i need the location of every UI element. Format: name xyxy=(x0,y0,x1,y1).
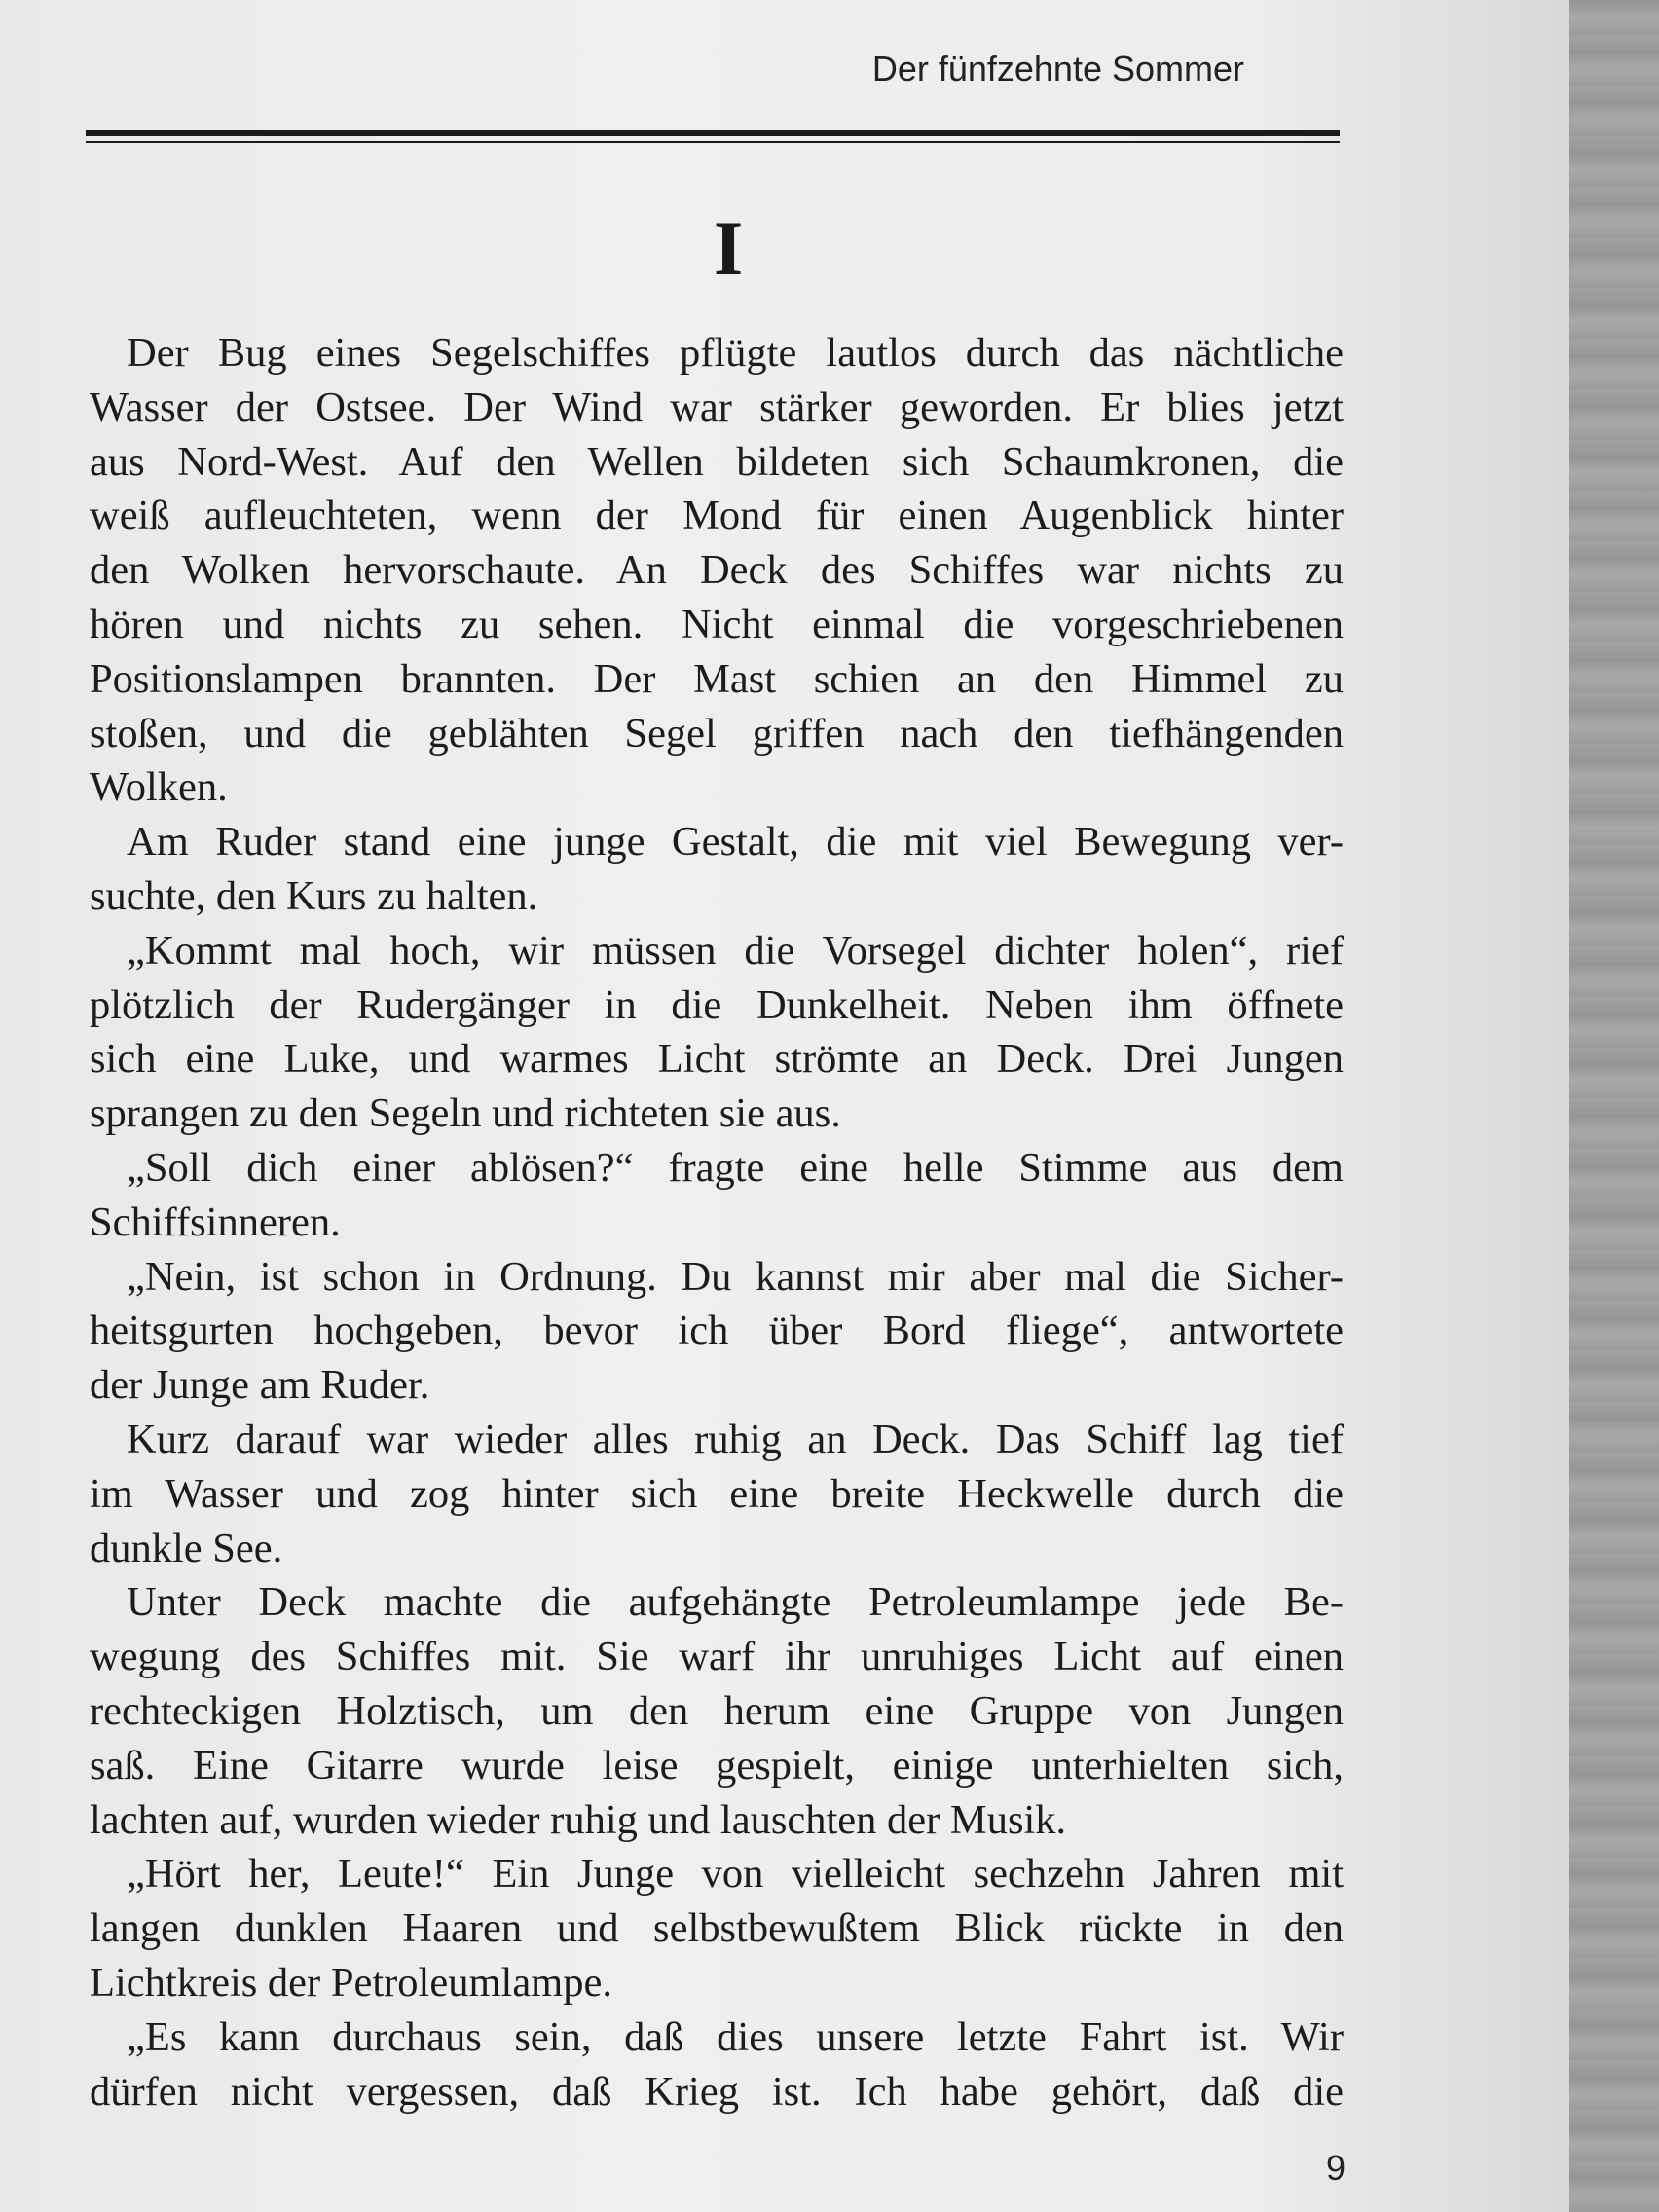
text-line: „Hört her, Leute!“ Ein Junge von vielleicht sechzehn Jahren mit xyxy=(127,1851,1344,1898)
text-line: stoßen, und die geblähten Segel griffen nach den tiefhängenden xyxy=(90,710,1344,756)
text-line: den Wolken hervorschaute. An Deck des Schiffes war nichts zu xyxy=(90,547,1344,594)
text-line: Positionslampen brannten. Der Mast schien an den Himmel zu xyxy=(90,655,1344,702)
adjacent-page-edge xyxy=(1569,0,1659,2212)
text-line: Kurz darauf war wieder alles ruhig an Deck. Das Schiff lag tief xyxy=(127,1416,1344,1462)
text-line: Wolken. xyxy=(90,764,228,811)
text-line: dunkle See. xyxy=(90,1525,283,1571)
header-rule-thin xyxy=(86,141,1340,143)
text-line: Wasser der Ostsee. Der Wind war stärker geworden. Er blies jetzt xyxy=(90,384,1344,430)
text-line: Der Bug eines Segelschiffes pflügte lautlos durch das nächtliche xyxy=(127,330,1344,376)
text-line: Am Ruder stand eine junge Gestalt, die mit viel Bewegung ver- xyxy=(127,819,1344,866)
text-line: der Junge am Ruder. xyxy=(90,1362,430,1409)
text-line: „Soll dich einer ablösen?“ fragte eine helle Stimme aus dem xyxy=(127,1144,1344,1191)
text-line: „Kommt mal hoch, wir müssen die Vorsegel dichter holen“, rief xyxy=(127,927,1344,974)
text-line: lachten auf, wurden wieder ruhig und lauschten der Musik. xyxy=(90,1796,1067,1843)
text-line: „Nein, ist schon in Ordnung. Du kannst mir aber mal die Sicher- xyxy=(127,1253,1344,1300)
running-title: Der fünfzehnte Sommer xyxy=(871,49,1244,89)
text-line: aus Nord-West. Auf den Wellen bildeten sich Schaumkronen, die xyxy=(90,438,1344,485)
text-line: suchte, den Kurs zu halten. xyxy=(90,872,538,919)
text-line: plötzlich der Rudergänger in die Dunkelheit. Neben ihm öffnete xyxy=(90,981,1344,1028)
text-line: Unter Deck machte die aufgehängte Petroleumlampe jede Be- xyxy=(127,1579,1344,1626)
text-line: langen dunklen Haaren und selbstbewußtem Blick rückte in den xyxy=(90,1905,1344,1952)
chapter-number: I xyxy=(713,205,744,290)
text-line: weiß aufleuchteten, wenn der Mond für einen Augenblick hinter xyxy=(90,493,1344,539)
text-line: Lichtkreis der Petroleumlampe. xyxy=(90,1959,612,2006)
text-line: sich eine Luke, und warmes Licht strömte an Deck. Drei Jungen xyxy=(90,1036,1344,1083)
text-line: „Es kann durchaus sein, daß dies unsere letzte Fahrt ist. Wir xyxy=(127,2013,1344,2060)
text-line: im Wasser und zog hinter sich eine breite Heckwelle durch die xyxy=(90,1470,1344,1517)
text-line: saß. Eine Gitarre wurde leise gespielt, einige unterhielten sich, xyxy=(90,1742,1344,1788)
text-line: heitsgurten hochgeben, bevor ich über Bord fliege“, antwortete xyxy=(90,1308,1344,1354)
text-line: Schiffsinneren. xyxy=(90,1198,341,1245)
text-line: rechteckigen Holztisch, um den herum eine Gruppe von Jungen xyxy=(90,1687,1344,1734)
text-line: dürfen nicht vergessen, daß Krieg ist. Ich habe gehört, daß die xyxy=(90,2068,1344,2115)
body-text xyxy=(90,326,1344,2119)
page-number: 9 xyxy=(1326,2148,1346,2188)
header-rule-thick xyxy=(86,130,1340,136)
text-line: wegung des Schiffes mit. Sie warf ihr unruhiges Licht auf einen xyxy=(90,1634,1344,1680)
text-line: sprangen zu den Segeln und richteten sie aus. xyxy=(90,1090,841,1137)
text-line: hören und nichts zu sehen. Nicht einmal die vorgeschriebenen xyxy=(90,601,1344,647)
